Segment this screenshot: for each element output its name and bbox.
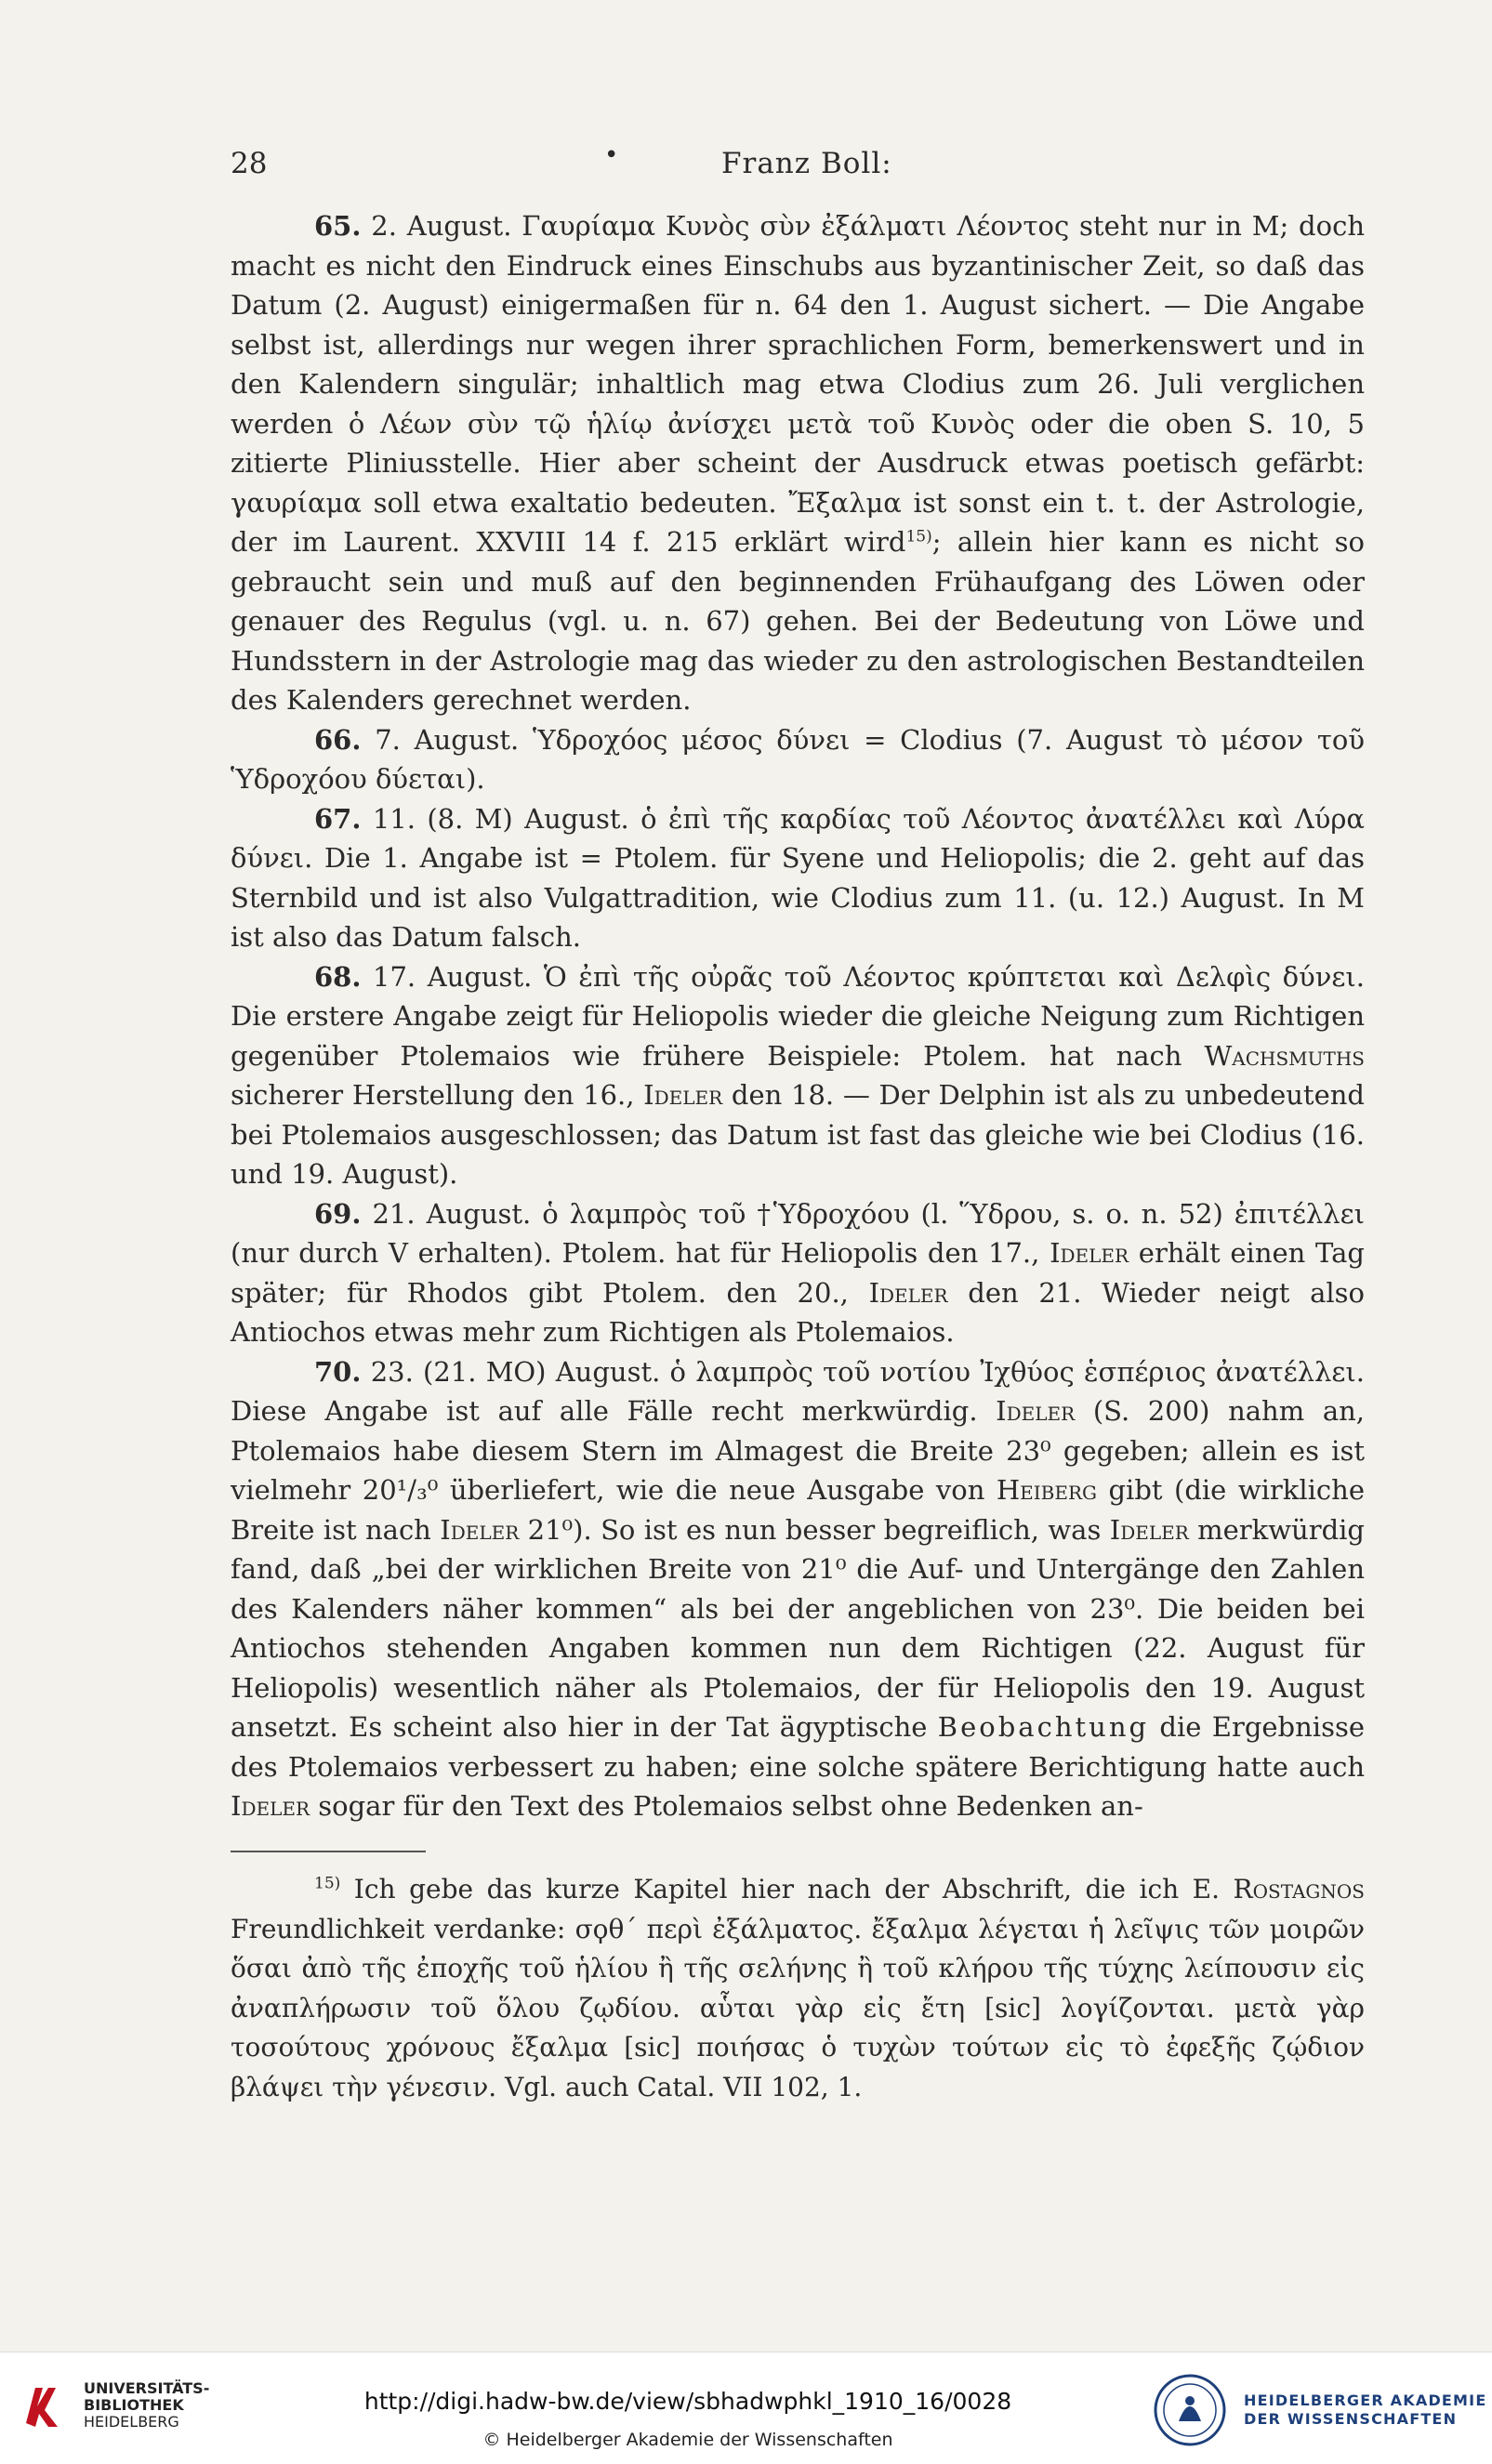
footnote-mark: 15) bbox=[314, 1874, 341, 1893]
hda-line-2: DER WISSENSCHAFTEN bbox=[1244, 2410, 1458, 2428]
paragraph-65 bbox=[231, 206, 1365, 720]
author-name: Ideler bbox=[231, 1790, 310, 1822]
spaced-emphasis: Beobachtung bbox=[937, 1711, 1150, 1743]
paragraph-number: 67. bbox=[314, 802, 362, 835]
footnote-text: Freundlichkeit verdanke: σϙθ΄ περὶ ἐξάλματος. ἔξαλμα λέγεται ἡ λεῖψις τῶν μοιρῶν ὅσαι ἀπὸ τῆς ἐποχῆς τοῦ ἡλίου ἢ τῆς σελήνης ἢ τοῦ κλήρου τῆς τύχης λείπουσιν εἰς ἀναπλήρωσιν τοῦ ὅλου ζῳδίου. αὗται γὰρ εἰς ἔτη [sic] λογίζονται. μετὰ γὰρ τοσούτους χρόνους ἔξαλμα [sic] ποιήσας ὁ τυχὼν τούτων εἰς τὸ ἐφεξῆς ζῴδιον βλάψει τὴν γένεσιν. Vgl. auch Catal. VII 102, 1. bbox=[231, 1913, 1365, 2102]
paragraph-text: 21⁰). So ist es nun besser begreiflich, was bbox=[519, 1513, 1110, 1546]
page-header bbox=[231, 141, 1365, 184]
paragraph-69 bbox=[231, 1194, 1365, 1352]
paragraph-number: 65. bbox=[314, 210, 362, 242]
footnote-ref[interactable]: 15) bbox=[905, 527, 932, 547]
academy-name bbox=[1244, 2392, 1486, 2429]
author-name: Heiberg bbox=[996, 1474, 1097, 1506]
paragraph-number: 70. bbox=[314, 1355, 362, 1388]
footnotes bbox=[231, 1870, 1365, 2107]
paragraph-text: gibt (die wirkliche Breite ist nach bbox=[231, 1474, 1365, 1546]
university-library-logo-icon[interactable] bbox=[17, 2378, 74, 2436]
paragraph-text: 21. August. ὁ λαμπρὸς τοῦ †Ὑδροχόου (l. Ὕδρου, s. o. n. 52) ἐπιτέλλει (nur durch V erhalten). Ptolem. hat für Heliopolis den 17., bbox=[231, 1197, 1366, 1269]
paragraph-number: 68. bbox=[314, 960, 362, 993]
paragraph-66 bbox=[231, 720, 1365, 799]
body-text bbox=[231, 206, 1365, 1826]
paragraph-text: sogar für den Text des Ptolemaios selbst ohne Bedenken an- bbox=[310, 1790, 1143, 1822]
document-url-link[interactable]: http://digi.hadw-bw.de/view/sbhadwphkl_1910_16/0028 bbox=[363, 2388, 1012, 2415]
footnote-15 bbox=[231, 1870, 1365, 2107]
university-library-name bbox=[84, 2380, 209, 2431]
paragraph-text: 23. (21. MO) August. ὁ λαμπρὸς τοῦ νοτίου Ἰχθύος ἑσπέριος ἀνατέλλει. Diese Angabe ist auf alle Fälle recht merkwürdig. bbox=[231, 1355, 1365, 1427]
hda-line-1: HEIDELBERGER AKADEMIE bbox=[1244, 2392, 1487, 2409]
paragraph-text: merkwürdig fand, daß „bei der wirklichen Breite von 21⁰ die Auf- und Untergänge den Zahlen des Kalenders näher kommen“ als bei der angeblichen von 23⁰. Die beiden bei Antiochos stehenden Angaben kommen nun dem Richtigen (22. August für Heliopolis) wesentlich näher als Ptolemaios, der für Heliopolis den 19. August ansetzt. Es scheint also hier in der Tat ägyptische bbox=[231, 1513, 1365, 1743]
paragraph-text: 7. August. Ὑδροχόος μέσος δύνει = Clodius (7. August τὸ μέσον τοῦ Ὑδροχόου δύεται). bbox=[231, 723, 1366, 795]
viewer-footer bbox=[0, 2352, 1492, 2464]
footnote-divider bbox=[231, 1851, 426, 1852]
paragraph-text: die Ergebnisse des Ptolemaios verbessert zu haben; eine solche spätere Berichtigung hatte auch bbox=[231, 1711, 1365, 1783]
running-title: Franz Boll: bbox=[721, 147, 892, 180]
paragraph-70 bbox=[231, 1352, 1365, 1826]
author-name: Ideler bbox=[996, 1395, 1076, 1427]
paragraph-text: 17. August. Ὁ ἐπὶ τῆς οὐρᾶς τοῦ Λέοντος κρύπτεται καὶ Δελφὶς δύνει. Die erstere Angabe zeigt für Heliopolis wieder die gleiche Neigung zum Richtigen gegenüber Ptolemaios wie frühere Beispiele: Ptolem. hat nach bbox=[231, 960, 1365, 1072]
paragraph-68 bbox=[231, 957, 1365, 1194]
paragraph-text: (S. 200) nahm an, Ptolemaios habe diesem Stern im Almagest die Breite 23⁰ gegeben; allein es ist vielmehr 20¹/₃⁰ überliefert, wie die neue Ausgabe von bbox=[231, 1395, 1366, 1506]
author-name: Ideler bbox=[868, 1276, 948, 1309]
paragraph-text: den 21. Wieder neigt also Antiochos etwas mehr zum Richtigen als Ptolemaios. bbox=[231, 1276, 1365, 1348]
ub-line-2: BIBLIOTHEK bbox=[84, 2396, 184, 2414]
header-mark: • bbox=[604, 141, 619, 169]
footnote-text: Ich gebe das kurze Kapitel hier nach der Abschrift, die ich E. bbox=[340, 1874, 1234, 1904]
paragraph-text: 2. August. Γαυρίαμα Κυνὸς σὺν ἐξάλματι Λέοντος steht nur in M; doch macht es nicht den Eindruck eines Einschubs aus byzantinischer Zeit, so daß das Datum (2. August) einigermaßen für n. 64 den 1. August sichert. — Die Angabe selbst ist, allerdings nur wegen ihrer sprachlichen Form, bemerkenswert und in den Kalendern singulär; inhaltlich mag etwa Clodius zum 26. Juli verglichen werden ὁ Λέων σὺν τῷ ἡλίῳ ἀνίσχει μετὰ τοῦ Κυνὸς oder die oben S. 10, 5 zitierte Pliniusstelle. Hier aber scheint der Ausdruck etwas poetisch gefärbt: γαυρίαμα soll etwa exaltatio bedeuten. Ἔξαλμα ist sonst ein t. t. der Astrologie, der im Laurent. XXVIII 14 f. 215 erklärt wird bbox=[231, 210, 1365, 558]
paragraph-text-cont: ; allein hier kann es nicht so gebraucht sein und muß auf den beginnenden Frühaufgang des Löwen oder genauer des Regulus (vgl. u. n. 67) gehen. Bei der Bedeutung von Löwe und Hundsstern in der Astrologie mag das wieder zu den astrologischen Bestandteilen des Kalenders gerechnet werden. bbox=[231, 526, 1366, 716]
ub-line-1: UNIVERSITÄTS- bbox=[84, 2379, 210, 2397]
author-name: Ideler bbox=[1109, 1513, 1189, 1546]
page-number: 28 bbox=[231, 147, 268, 180]
paragraph-text: 11. (8. M) August. ὁ ἐπὶ τῆς καρδίας τοῦ Λέοντος ἀνατέλλει καὶ Λύρα δύνει. Die 1. Angabe ist = Ptolem. für Syene und Heliopolis; die 2. geht auf das Sternbild und ist also Vulgattradition, wie Clodius zum 11. (u. 12.) August. In M ist also das Datum falsch. bbox=[231, 802, 1365, 953]
ub-line-3: HEIDELBERG bbox=[84, 2413, 179, 2431]
author-name: Wachsmuths bbox=[1204, 1039, 1365, 1072]
paragraph-67 bbox=[231, 799, 1365, 957]
author-name: Ideler bbox=[1050, 1237, 1129, 1269]
author-name: Rostagnos bbox=[1233, 1874, 1365, 1904]
paragraph-number: 66. bbox=[314, 723, 362, 756]
academy-seal-icon[interactable] bbox=[1153, 2373, 1227, 2447]
author-name: Ideler bbox=[643, 1079, 723, 1111]
paragraph-text: erhält einen Tag später; für Rhodos gibt Ptolem. den 20., bbox=[231, 1237, 1365, 1309]
paragraph-number: 69. bbox=[314, 1197, 362, 1230]
paragraph-text: den 18. — Der Delphin ist als zu unbedeutend bei Ptolemaios ausgeschlossen; das Datum ist fast das gleiche wie bei Clodius (16. und 19. August). bbox=[231, 1079, 1365, 1190]
author-name: Ideler bbox=[440, 1513, 520, 1546]
paragraph-text: sicherer Herstellung den 16., bbox=[231, 1079, 644, 1111]
copyright-notice: © Heidelberger Akademie der Wissenschaften bbox=[482, 2430, 893, 2450]
